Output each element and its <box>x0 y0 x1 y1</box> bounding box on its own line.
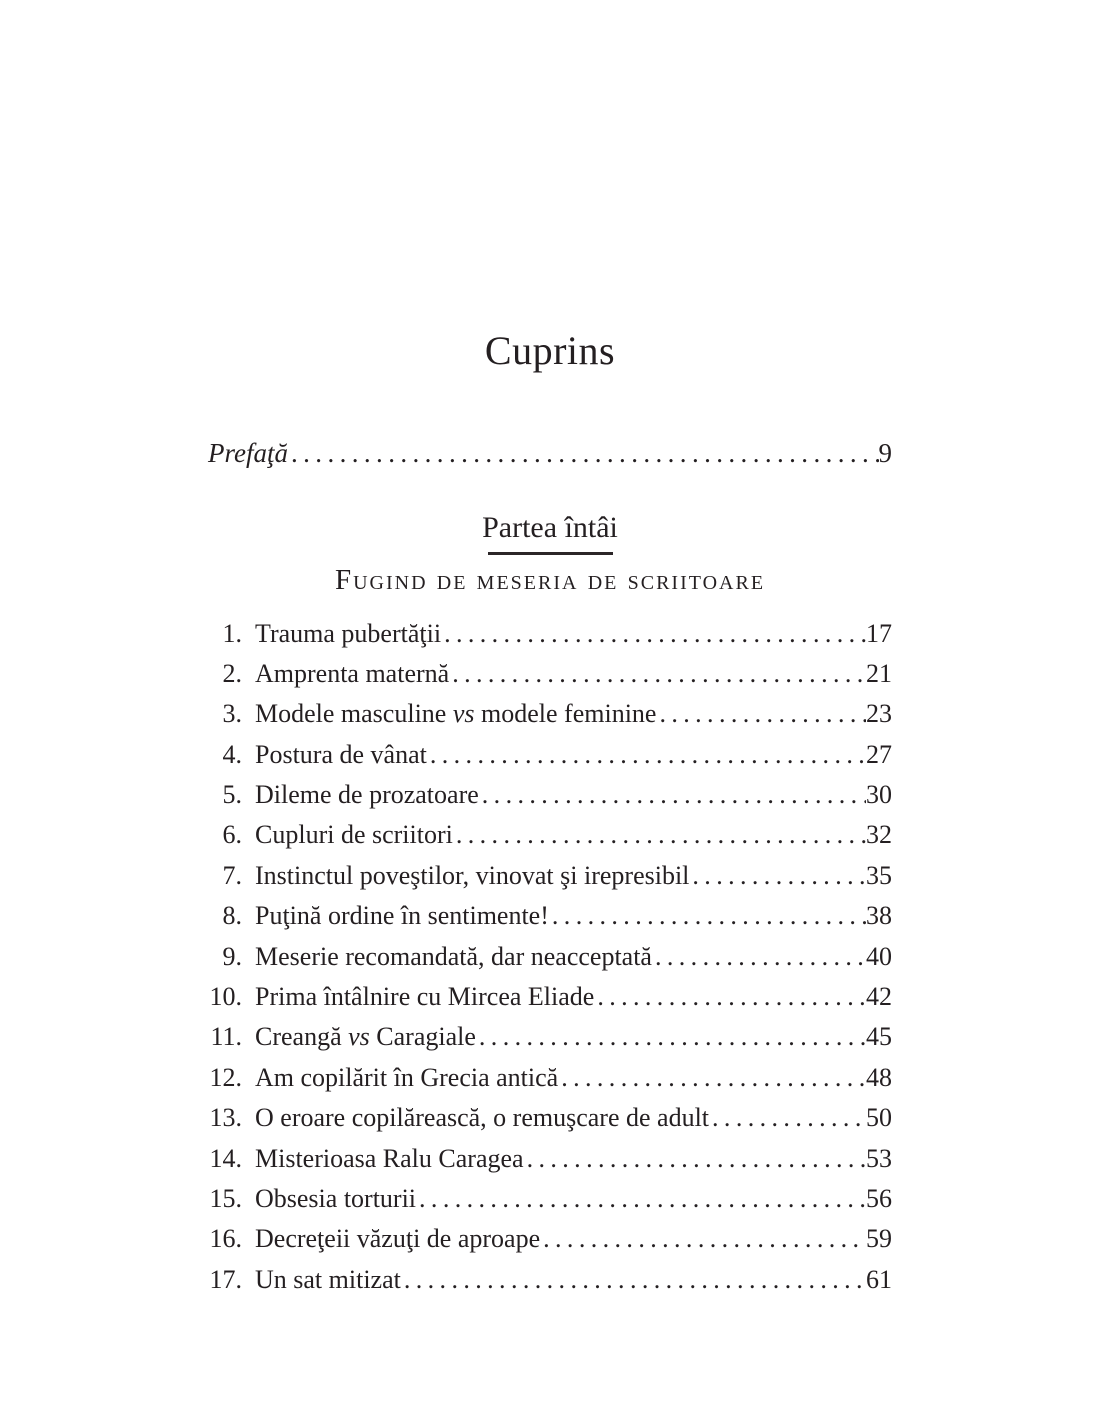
toc-entry-title <box>255 1058 558 1098</box>
toc-entry <box>208 1179 892 1219</box>
toc-entry-page: 45 <box>866 1022 892 1052</box>
toc-entry-page: 21 <box>866 658 892 688</box>
dot-leader <box>652 937 866 977</box>
toc-entry-page: 50 <box>866 1103 892 1133</box>
toc-entry-page: 17 <box>866 618 892 648</box>
toc-title-pre: Meserie recomandată, dar neacceptată <box>255 941 652 971</box>
toc-entry-title <box>255 775 479 815</box>
toc-entry-number: 14. <box>209 1143 242 1173</box>
dot-leader <box>476 1017 866 1057</box>
toc-title-pre: Dileme de prozatoare <box>255 780 479 810</box>
dot-leader <box>427 735 866 775</box>
dot-leader <box>416 1179 866 1219</box>
toc-entry <box>208 815 892 855</box>
toc-entry <box>208 856 892 896</box>
toc-entry-page: 35 <box>866 860 892 890</box>
toc-entry-number: 13. <box>209 1103 242 1133</box>
toc-entry-number: 16. <box>209 1224 242 1254</box>
toc-entry <box>208 1219 892 1259</box>
toc-entry <box>208 775 892 815</box>
toc-entry-number: 2. <box>222 658 242 688</box>
toc-entry-title <box>255 1139 524 1179</box>
toc-list <box>208 614 892 1301</box>
dot-leader <box>656 694 866 734</box>
toc-entry-number: 9. <box>222 941 242 971</box>
toc-entry-page: 42 <box>866 982 892 1012</box>
toc-entry-number: 1. <box>222 618 242 648</box>
toc-title-pre: Am copilărit în Grecia antică <box>255 1062 559 1092</box>
toc-entry-number: 12. <box>209 1062 242 1092</box>
page-title: Cuprins <box>484 328 616 373</box>
dot-leader <box>709 1098 866 1138</box>
toc-entry-page: 27 <box>866 739 892 769</box>
toc-entry-title <box>255 1098 709 1138</box>
toc-title-italic: vs <box>452 699 475 729</box>
toc-entry <box>208 1260 892 1300</box>
dot-leader <box>558 1058 866 1098</box>
toc-entry-title <box>255 1219 540 1259</box>
toc-entry-number: 4. <box>222 739 242 769</box>
toc-entry-title <box>255 1260 401 1300</box>
toc-entry <box>208 1017 892 1057</box>
toc-title-post: Caragiale <box>369 1022 476 1052</box>
preface-label: Prefaţă <box>208 438 288 468</box>
toc-entry-page: 56 <box>866 1183 892 1213</box>
toc-entry-title <box>255 896 549 936</box>
toc-title-pre: Decreţeii văzuţi de aproape <box>255 1224 541 1254</box>
toc-title-italic: vs <box>348 1022 370 1052</box>
toc-entry-title <box>255 856 689 896</box>
dot-leader <box>401 1260 866 1300</box>
toc-title-pre: Un sat mitizat <box>255 1264 401 1294</box>
toc-entry-number: 3. <box>222 699 242 729</box>
part-heading: Partea întâi <box>482 511 618 544</box>
toc-entry <box>208 1139 892 1179</box>
toc-entry-number: 11. <box>210 1022 242 1052</box>
dot-leader <box>524 1139 866 1179</box>
toc-title-pre: Cupluri de scriitori <box>255 820 453 850</box>
toc-entry-number: 17. <box>209 1264 242 1294</box>
toc-entry <box>208 694 892 734</box>
section-heading: Fugind de meseria de scriitoare <box>334 563 766 596</box>
toc-entry-title <box>255 977 594 1017</box>
toc-entry <box>208 1058 892 1098</box>
toc-title-pre: Trauma pubertăţii <box>255 618 442 648</box>
toc-entry-page: 59 <box>866 1224 892 1254</box>
toc-title-pre: Amprenta maternă <box>255 658 450 688</box>
toc-entry <box>208 735 892 775</box>
toc-entry-title <box>255 815 453 855</box>
toc-entry-number: 15. <box>209 1183 242 1213</box>
toc-title-pre: Prima întâlnire cu Mircea Eliade <box>255 982 595 1012</box>
toc-entry-page: 32 <box>866 820 892 850</box>
toc-entry <box>208 1098 892 1138</box>
toc-entry <box>208 614 892 654</box>
toc-title-pre: O eroare copilărească, o remuşcare de adult <box>255 1103 710 1133</box>
toc-entry-title <box>255 735 427 775</box>
toc-entry-page: 48 <box>866 1062 892 1092</box>
toc-title-pre: Modele masculine <box>255 699 453 729</box>
dot-leader <box>540 1219 866 1259</box>
toc-title-pre: Instinctul poveştilor, vinovat şi irepresibil <box>255 860 690 890</box>
dot-leader <box>449 654 866 694</box>
toc-title-pre: Puţină ordine în sentimente! <box>255 901 549 931</box>
toc-entry-number: 7. <box>222 860 242 890</box>
toc-content <box>208 0 892 1300</box>
toc-entry-title <box>255 937 652 977</box>
toc-entry-page: 23 <box>866 699 892 729</box>
toc-entry-title <box>255 654 449 694</box>
toc-entry-number: 8. <box>222 901 242 931</box>
toc-title-pre: Misterioasa Ralu Caragea <box>255 1143 524 1173</box>
dot-leader <box>549 896 866 936</box>
toc-entry <box>208 977 892 1017</box>
dot-leader <box>288 438 879 468</box>
toc-entry <box>208 654 892 694</box>
toc-title-pre: Creangă <box>255 1022 349 1052</box>
preface-entry <box>208 438 892 468</box>
toc-title-pre: Postura de vânat <box>255 739 427 769</box>
toc-entry <box>208 896 892 936</box>
dot-leader <box>689 856 866 896</box>
toc-entry-page: 38 <box>866 901 892 931</box>
dot-leader <box>479 775 866 815</box>
toc-entry-page: 53 <box>866 1143 892 1173</box>
toc-entry-title <box>255 1179 416 1219</box>
dot-leader <box>594 977 866 1017</box>
dot-leader <box>453 815 866 855</box>
dot-leader <box>441 614 866 654</box>
toc-entry-page: 30 <box>866 780 892 810</box>
toc-entry <box>208 937 892 977</box>
toc-entry-number: 5. <box>222 780 242 810</box>
toc-entry-title <box>255 614 441 654</box>
toc-title-post: modele feminine <box>474 699 657 729</box>
heading-rule <box>488 552 613 555</box>
toc-title-pre: Obsesia torturii <box>255 1183 417 1213</box>
preface-page-number: 9 <box>878 438 892 468</box>
toc-entry-title <box>255 1017 476 1057</box>
toc-entry-number: 10. <box>209 982 242 1012</box>
toc-entry-title <box>255 694 656 734</box>
toc-entry-page: 61 <box>866 1264 892 1294</box>
toc-entry-page: 40 <box>866 941 892 971</box>
toc-entry-number: 6. <box>222 820 242 850</box>
